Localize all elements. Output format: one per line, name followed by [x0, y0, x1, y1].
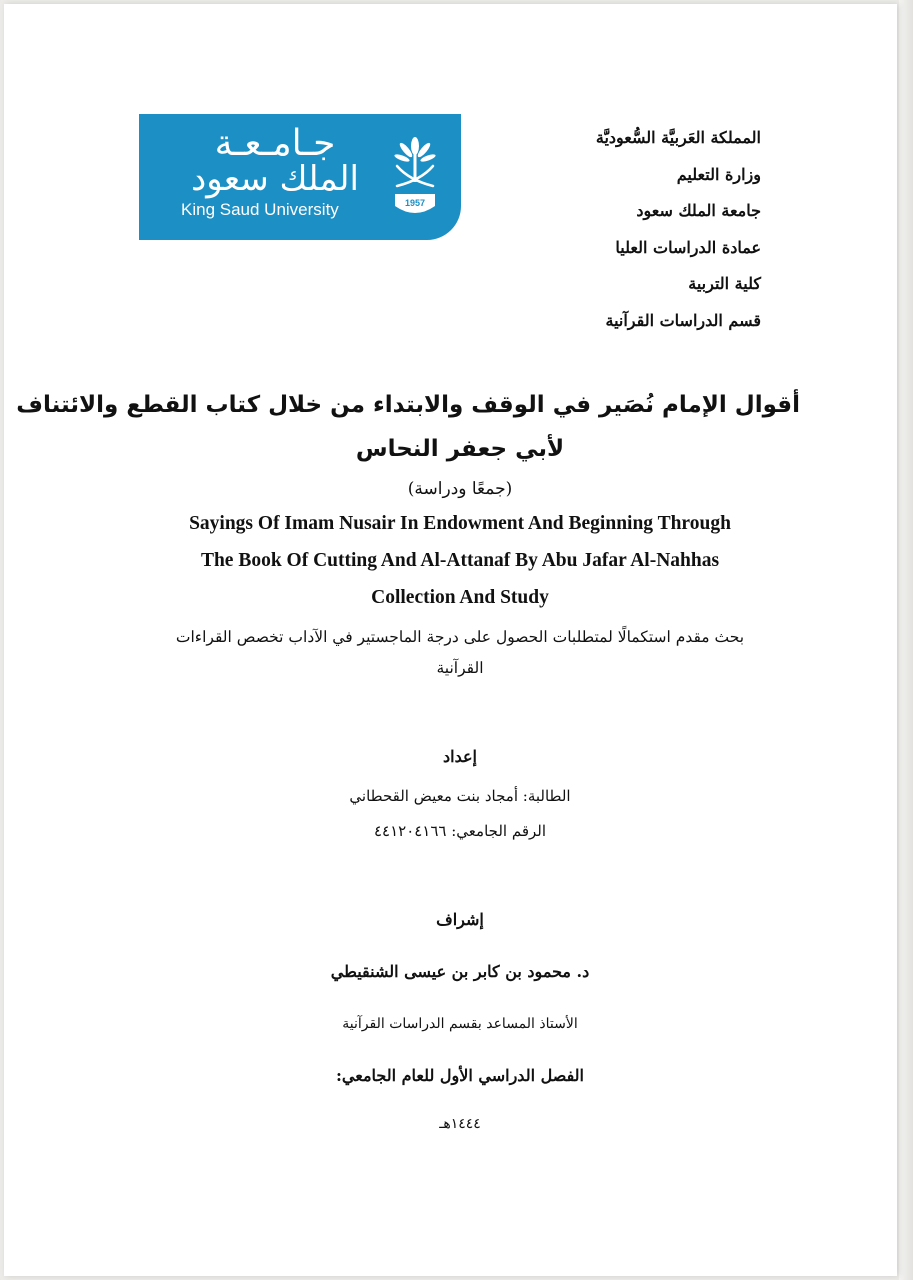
header-line-deanship: عمادة الدراسات العليا	[615, 237, 761, 257]
header-line-ministry: وزارة التعليم	[676, 164, 761, 184]
preparation-heading: إعداد	[443, 747, 477, 766]
title-english-line1: Sayings Of Imam Nusair In Endowment And Beginning Through	[189, 513, 731, 534]
supervisor-position: الأستاذ المساعد بقسم الدراسات القرآنية	[342, 1016, 578, 1032]
institution-header	[501, 120, 761, 339]
title-arabic-line2: لأبي جعفر النحاس	[355, 436, 565, 462]
supervisor-name: د. محمود بن كابر بن عيسى الشنقيطي	[330, 962, 590, 981]
research-statement-line1: بحث مقدم استكمالًا لمتطلبات الحصول على درجة الماجستير في الآداب تخصص القراءات	[175, 628, 745, 646]
student-name: الطالبة: أمجاد بنت معيض القحطاني	[349, 787, 571, 805]
logo-arabic-line2: الملك سعود	[191, 159, 359, 199]
header-line-university: جامعة الملك سعود	[636, 201, 761, 220]
research-statement-line2: القرآنية	[436, 659, 484, 677]
header-line-department: قسم الدراسات القرآنية	[605, 310, 761, 330]
logo-arabic-line1: جـامـعـة	[214, 123, 336, 164]
academic-year: ١٤٤٤هـ	[439, 1116, 481, 1132]
logo-year: 1957	[404, 198, 426, 208]
title-arabic-line1: أقوال الإمام نُصَير في الوقف والابتداء من خلال كتاب القطع والائتناف	[16, 392, 800, 418]
page-edge	[899, 0, 913, 1280]
title-english-line3: Collection And Study	[371, 587, 549, 608]
palm-swords-emblem-icon	[387, 132, 443, 224]
header-line-college: كلية التربية	[688, 274, 761, 293]
header-line-kingdom: المملكة العَربيَّة السُّعوديَّة	[595, 128, 761, 147]
student-id: الرقم الجامعي: ٤٤١٢٠٤١٦٦	[373, 822, 547, 840]
university-logo	[139, 114, 461, 240]
title-english-line2: The Book Of Cutting And Al-Attanaf By Abu Jafar Al-Nahhas	[200, 550, 720, 571]
semester-label: الفصل الدراسي الأول للعام الجامعي:	[336, 1066, 584, 1085]
logo-english-name: King Saud University	[181, 200, 339, 219]
supervision-heading: إشراف	[436, 910, 484, 929]
title-arabic-subtitle: (جمعًا ودراسة)	[407, 479, 513, 499]
